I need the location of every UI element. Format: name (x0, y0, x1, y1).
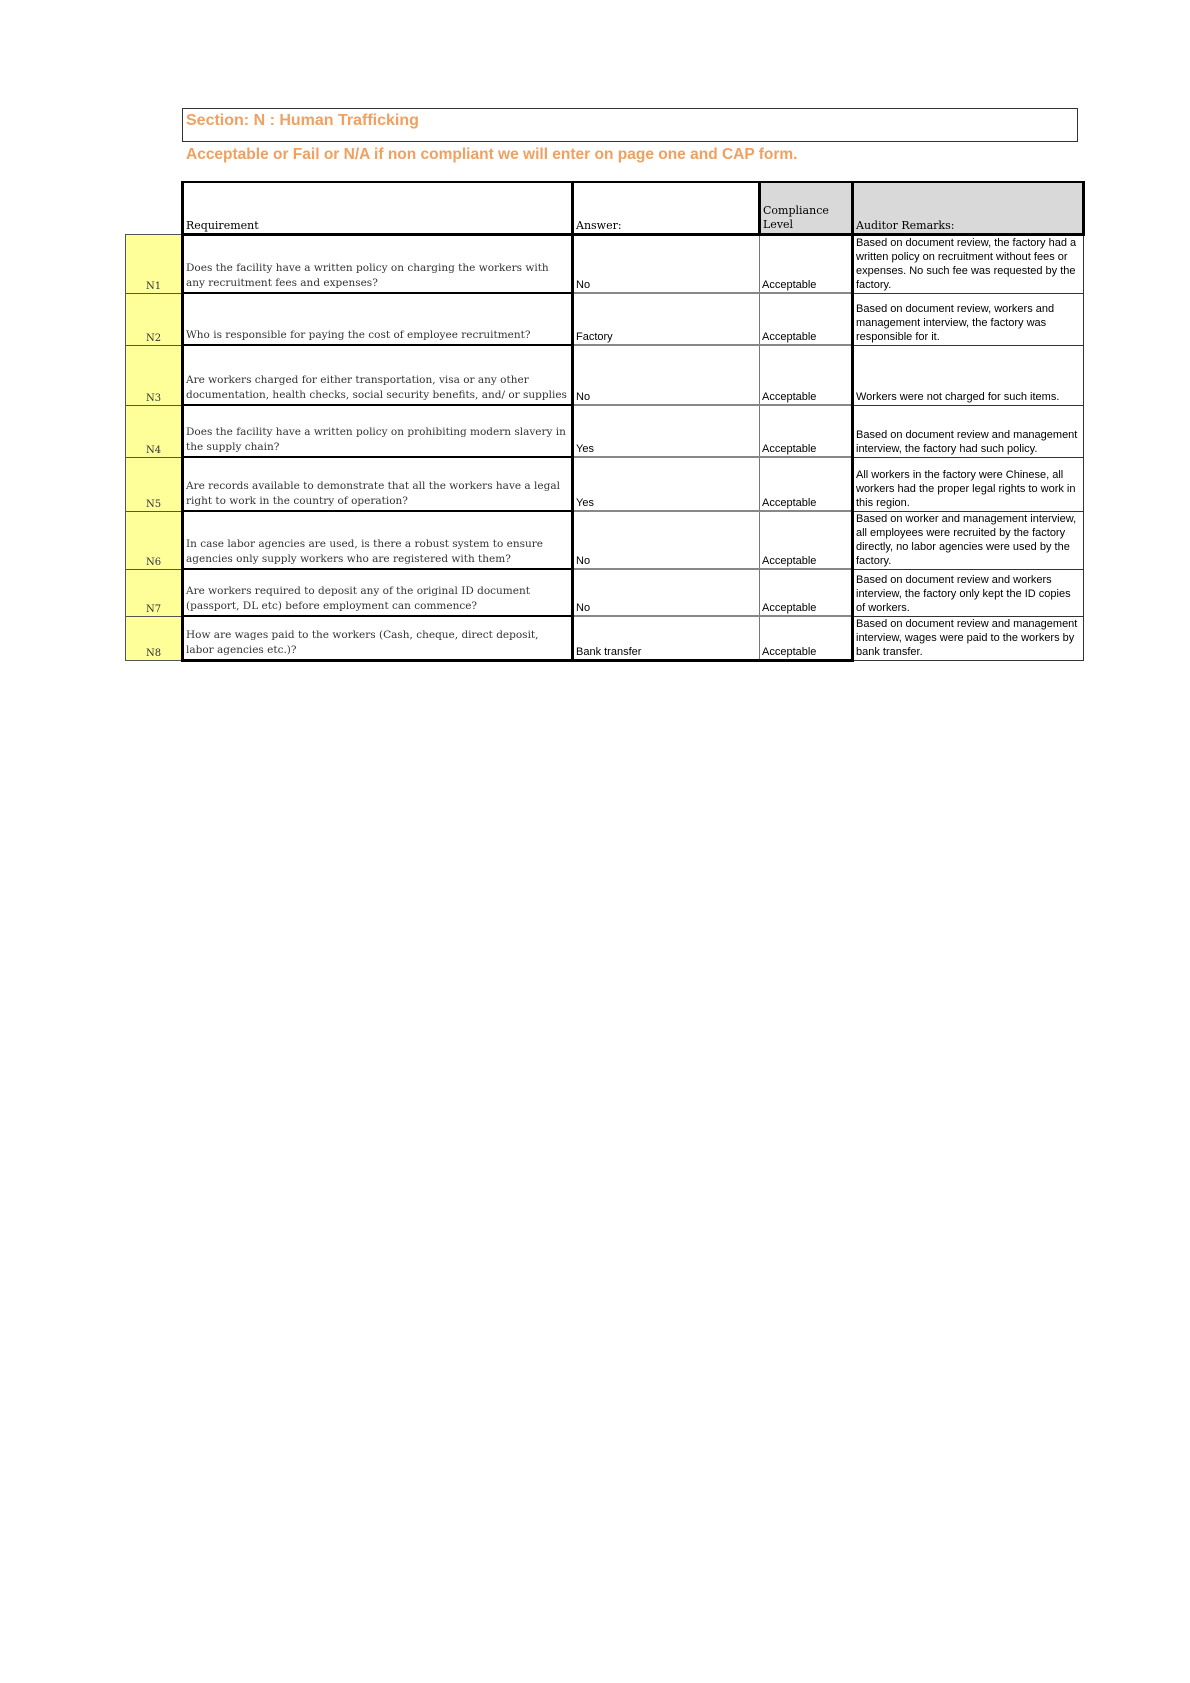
row-id: N1 (126, 234, 183, 293)
section-instructions: Acceptable or Fail or N/A if non compliant we will enter on page one and CAP form. (186, 146, 798, 163)
section-title: Section: N : Human Trafficking (186, 112, 419, 129)
row-compliance: Acceptable (760, 616, 853, 660)
requirements-table (125, 181, 1085, 662)
row-compliance: Acceptable (760, 234, 853, 293)
row-requirement: In case labor agencies are used, is there a robust system to ensure agencies only supply workers who are registered with them? (183, 511, 573, 569)
table-row (126, 457, 1084, 511)
row-compliance: Acceptable (760, 569, 853, 616)
row-answer: Factory (573, 293, 760, 345)
row-remarks: Based on document review, workers and management interview, the factory was responsible for it. (853, 293, 1084, 345)
header-auditor-remarks: Auditor Remarks: (853, 182, 1084, 234)
row-id: N4 (126, 405, 183, 457)
row-requirement: Are workers required to deposit any of the original ID document (passport, DL etc) before employment can commence? (183, 569, 573, 616)
row-compliance: Acceptable (760, 345, 853, 405)
row-requirement: Are records available to demonstrate that all the workers have a legal right to work in the country of operation? (183, 457, 573, 511)
row-id: N7 (126, 569, 183, 616)
header-answer: Answer: (573, 182, 760, 234)
row-id: N8 (126, 616, 183, 660)
row-id: N5 (126, 457, 183, 511)
row-answer: No (573, 234, 760, 293)
row-requirement: Does the facility have a written policy on prohibiting modern slavery in the supply chain? (183, 405, 573, 457)
row-answer: Yes (573, 405, 760, 457)
row-remarks: Based on document review and workers interview, the factory only kept the ID copies of workers. (853, 569, 1084, 616)
row-answer: Yes (573, 457, 760, 511)
section-header-box (182, 108, 1078, 142)
table-header-row (126, 182, 1084, 234)
row-answer: No (573, 345, 760, 405)
row-compliance: Acceptable (760, 405, 853, 457)
row-answer: No (573, 569, 760, 616)
table-row (126, 569, 1084, 616)
table-row (126, 293, 1084, 345)
row-id: N2 (126, 293, 183, 345)
row-compliance: Acceptable (760, 457, 853, 511)
row-requirement: Who is responsible for paying the cost of employee recruitment? (183, 293, 573, 345)
row-answer: No (573, 511, 760, 569)
row-remarks: Based on document review and management interview, wages were paid to the workers by bank transfer. (853, 616, 1084, 660)
row-remarks: Based on document review and management interview, the factory had such policy. (853, 405, 1084, 457)
table-row (126, 234, 1084, 293)
row-remarks: Workers were not charged for such items. (853, 345, 1084, 405)
row-remarks: Based on document review, the factory had a written policy on recruitment without fees or expenses. No such fee was requested by the factory. (853, 234, 1084, 293)
table-row (126, 405, 1084, 457)
header-compliance-level: Compliance Level (760, 182, 853, 234)
row-requirement: How are wages paid to the workers (Cash, cheque, direct deposit, labor agencies etc.)? (183, 616, 573, 660)
row-remarks: All workers in the factory were Chinese, all workers had the proper legal rights to work in this region. (853, 457, 1084, 511)
row-compliance: Acceptable (760, 293, 853, 345)
row-answer: Bank transfer (573, 616, 760, 660)
row-requirement: Does the facility have a written policy on charging the workers with any recruitment fees and expenses? (183, 234, 573, 293)
row-compliance: Acceptable (760, 511, 853, 569)
header-blank-cell (126, 182, 183, 234)
header-requirement: Requirement (183, 182, 573, 234)
row-id: N6 (126, 511, 183, 569)
row-remarks: Based on worker and management interview, all employees were recruited by the factory directly, no labor agencies were used by the factory. (853, 511, 1084, 569)
table-row (126, 345, 1084, 405)
table-row (126, 616, 1084, 660)
row-id: N3 (126, 345, 183, 405)
table-row (126, 511, 1084, 569)
row-requirement: Are workers charged for either transportation, visa or any other documentation, health checks, social security benefits, and/ or supplies (183, 345, 573, 405)
